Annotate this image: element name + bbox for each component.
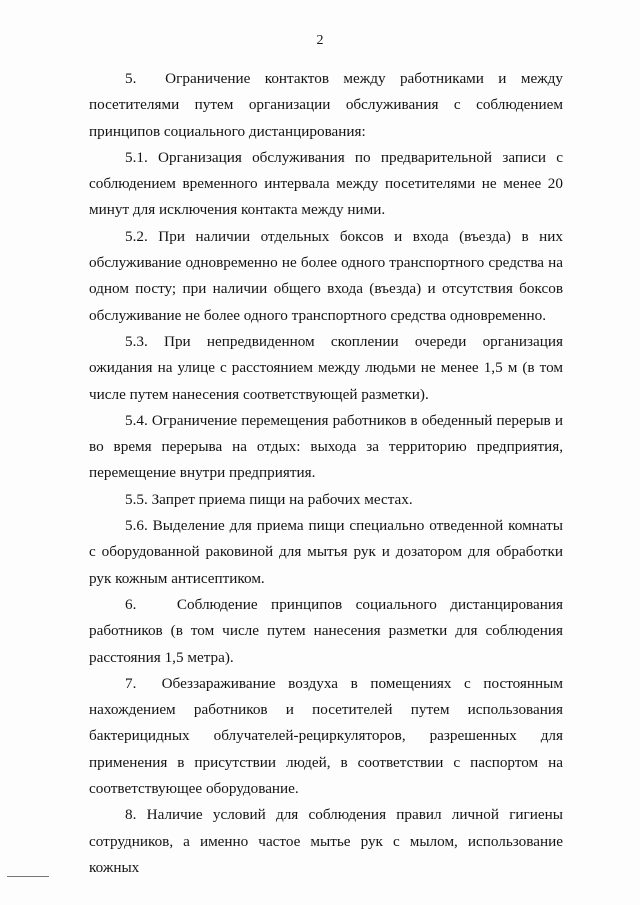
paragraph-7: 7. Обеззараживание воздуха в помещениях с постоянным нахождением работников и посетителей путем использования бактерицидных облучателей-рециркуляторов, разрешенных для применения в присутствии людей, в соответствии с паспортом на соответствующее оборудование. bbox=[89, 674, 563, 798]
document-body bbox=[89, 66, 563, 881]
paragraph-5-2: 5.2. При наличии отдельных боксов и входа (въезда) в них обслуживание одновременно не более одного транспортного средства на одном посту; при наличии общего входа (въезда) и отсутствия боксов обслуживание не более одного транспортного средства одновременно. bbox=[89, 227, 563, 324]
footer-rule bbox=[7, 876, 49, 877]
paragraph-5-4: 5.4. Ограничение перемещения работников в обеденный перерыв и во время перерыва на отдых: выхода за территорию предприятия, перемещение внутри предприятия. bbox=[89, 411, 563, 482]
paragraph-5-5: 5.5. Запрет приема пищи на рабочих местах. bbox=[125, 490, 413, 508]
paragraph-8: 8. Наличие условий для соблюдения правил личной гигиены сотрудников, а именно частое мытье рук с мылом, использование кожных bbox=[89, 806, 563, 876]
page-number: 2 bbox=[316, 33, 324, 48]
paragraph-5: 5. Ограничение контактов между работниками и между посетителями путем организации обслуживания с соблюдением принципов социального дистанцирования: bbox=[89, 70, 563, 140]
paragraph-5-3: 5.3. При непредвиденном скоплении очереди организация ожидания на улице с расстоянием между людьми не менее 1,5 м (в том числе путем нанесения соответствующей разметки). bbox=[89, 332, 563, 403]
paragraph-5-1: 5.1. Организация обслуживания по предварительной записи с соблюдением временного интервала между посетителями не менее 20 минут для исключения контакта между ними. bbox=[89, 148, 563, 219]
paragraph-6: 6. Соблюдение принципов социального дистанцирования работников (в том числе путем нанесения разметки для соблюдения расстояния 1,5 метра). bbox=[89, 595, 563, 666]
paragraph-5-6: 5.6. Выделение для приема пищи специально отведенной комнаты с оборудованной раковиной для мытья рук и дозатором для обработки рук кожным антисептиком. bbox=[89, 517, 563, 587]
